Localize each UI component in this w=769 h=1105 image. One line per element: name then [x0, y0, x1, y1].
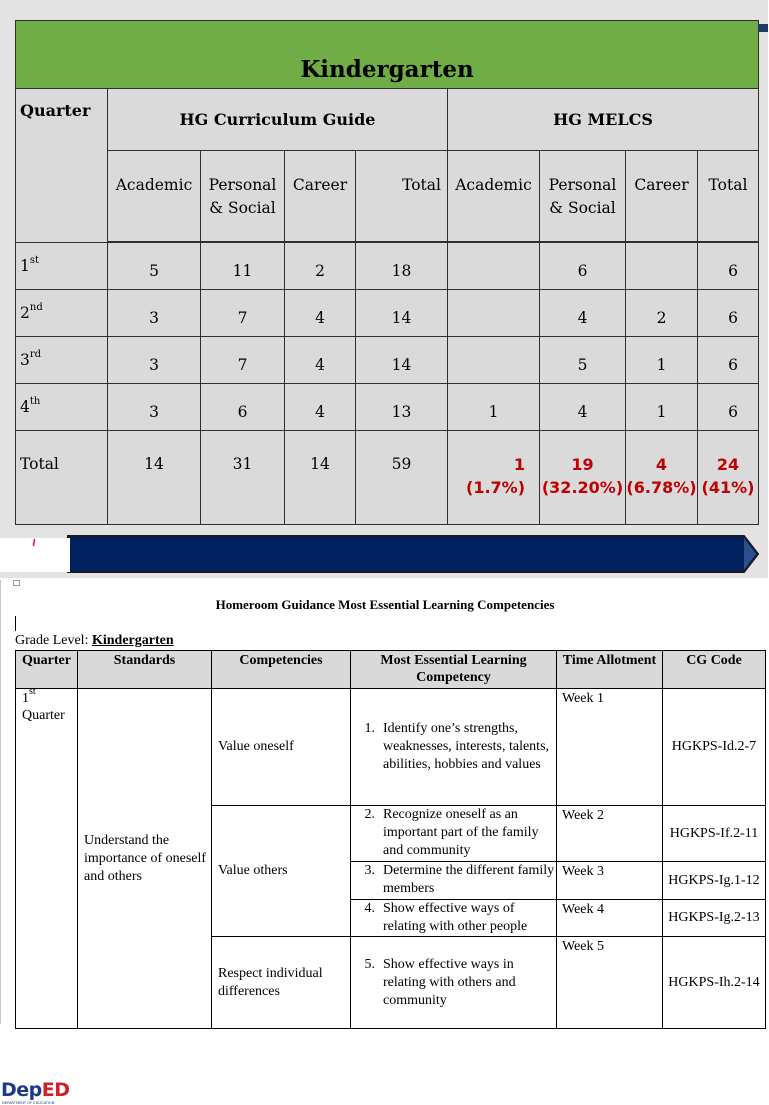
week-cell: Week 3 [557, 862, 663, 900]
table-row [16, 689, 766, 806]
grade-value: Kindergarten [91, 633, 174, 648]
competency-cell: Value others [212, 806, 351, 937]
week-cell: Week 5 [557, 937, 663, 1029]
cg-code-cell: HGKPS-Ih.2-14 [663, 937, 766, 1029]
cell: 4 [285, 290, 356, 337]
cell: 7 [201, 290, 285, 337]
table-row [16, 243, 759, 290]
col-header-melc: Most Essential Learning Competency [351, 651, 557, 689]
melc-total-cell: 1 (1.7%) [448, 431, 540, 525]
total-label: Total [16, 431, 108, 525]
cell [448, 337, 540, 384]
cell: 6 [201, 384, 285, 431]
cell: 14 [356, 290, 448, 337]
cell [448, 290, 540, 337]
cell: 3 [108, 384, 201, 431]
corner-fragment [758, 24, 768, 32]
cell: 3 [108, 337, 201, 384]
cell [626, 243, 698, 290]
cell: 14 [356, 337, 448, 384]
col-header-competencies: Competencies [212, 651, 351, 689]
melc-total-cell: 4 (6.78%) [626, 431, 698, 525]
sub-header: Academic [448, 151, 540, 242]
cell: 4 [285, 337, 356, 384]
cell: 13 [356, 384, 448, 431]
document-title: Homeroom Guidance Most Essential Learning Competencies [215, 597, 555, 612]
melc-cell: 3. Determine the different family members [351, 862, 557, 900]
quarter-header: Quarter [16, 89, 108, 243]
cell: 31 [201, 431, 285, 525]
cell: 1 [626, 337, 698, 384]
week-cell: Week 2 [557, 806, 663, 862]
cg-code-cell: HGKPS-Id.2-7 [663, 689, 766, 806]
slide-title: Kindergarten [16, 21, 759, 89]
table-row [16, 384, 759, 431]
logo-subtitle: DEPARTMENT OF EDUCATION [2, 1101, 55, 1105]
logo-word-a: Dep [1, 1079, 42, 1101]
table-move-handle[interactable] [13, 580, 20, 586]
cg-code-cell: HGKPS-Ig.1-12 [663, 862, 766, 900]
table-row [16, 337, 759, 384]
melc-cell: 2. Recognize oneself as an important part of the family and community [351, 806, 557, 862]
cell: 5 [540, 337, 626, 384]
cell: 3 [108, 290, 201, 337]
col-header-time: Time Allotment [557, 651, 663, 689]
melc-total-cell: 24 (41%) [698, 431, 759, 525]
melc-table [15, 650, 766, 1029]
sub-header: Total [356, 151, 448, 242]
total-row [16, 431, 759, 525]
cell: 6 [698, 337, 759, 384]
week-cell: Week 4 [557, 900, 663, 937]
col-header-quarter: Quarter [16, 651, 78, 689]
cell: 7 [201, 337, 285, 384]
cell: 4 [285, 384, 356, 431]
cell: 11 [201, 243, 285, 290]
sub-header: Personal & Social [201, 151, 285, 242]
cell: 6 [540, 243, 626, 290]
grade-level [15, 633, 174, 649]
cg-code-cell: HGKPS-Ig.2-13 [663, 900, 766, 937]
cell: 2 [285, 243, 356, 290]
week-cell: Week 1 [557, 689, 663, 806]
sub-header: Personal & Social [540, 151, 626, 242]
cell: 5 [108, 243, 201, 290]
hg-curriculum-guide-header: HG Curriculum Guide [108, 89, 448, 151]
cell: 1 [448, 384, 540, 431]
quarter-label: 1st [16, 243, 108, 290]
logo-word-b: ED [41, 1079, 70, 1101]
sub-header: Career [285, 151, 356, 242]
cell [448, 243, 540, 290]
sub-header: Academic [108, 151, 201, 242]
hg-melcs-header: HG MELCS [448, 89, 759, 151]
quarter-cell: 1st Quarter [16, 689, 78, 1029]
col-header-cg-code: CG Code [663, 651, 766, 689]
melc-total-cell: 19 (32.20%) [540, 431, 626, 525]
cell: 59 [356, 431, 448, 525]
col-header-standards: Standards [78, 651, 212, 689]
grade-label: Grade Level: [15, 633, 92, 648]
cell: 6 [698, 384, 759, 431]
melc-cell: 4. Show effective ways of relating with other people [351, 900, 557, 937]
cell: 1 [626, 384, 698, 431]
document-page [0, 580, 768, 1024]
cell: 4 [540, 384, 626, 431]
melc-cell: 1. Identify one’s strengths, weaknesses, interests, talents, abilities, hobbies and values [351, 689, 557, 806]
quarter-label: 4th [16, 384, 108, 431]
competency-cell: Respect individual differences [212, 937, 351, 1029]
cell: 14 [108, 431, 201, 525]
cg-code-cell: HGKPS-If.2-11 [663, 806, 766, 862]
standard-cell: Understand the importance of oneself and others [78, 689, 212, 1029]
sub-header: Career [626, 151, 698, 242]
cell: 4 [540, 290, 626, 337]
cell: 18 [356, 243, 448, 290]
slide-banner [68, 534, 760, 574]
summary-table [15, 20, 759, 525]
torch-icon [30, 539, 38, 549]
quarter-label: 2nd [16, 290, 108, 337]
cell: 6 [698, 243, 759, 290]
cell: 2 [626, 290, 698, 337]
text-cursor [15, 616, 16, 631]
cell: 6 [698, 290, 759, 337]
sub-header: Total [698, 151, 759, 242]
melc-cell: 5. Show effective ways in relating with others and community [351, 937, 557, 1029]
cell: 14 [285, 431, 356, 525]
competency-cell: Value oneself [212, 689, 351, 806]
quarter-label: 3rd [16, 337, 108, 384]
table-row [16, 290, 759, 337]
